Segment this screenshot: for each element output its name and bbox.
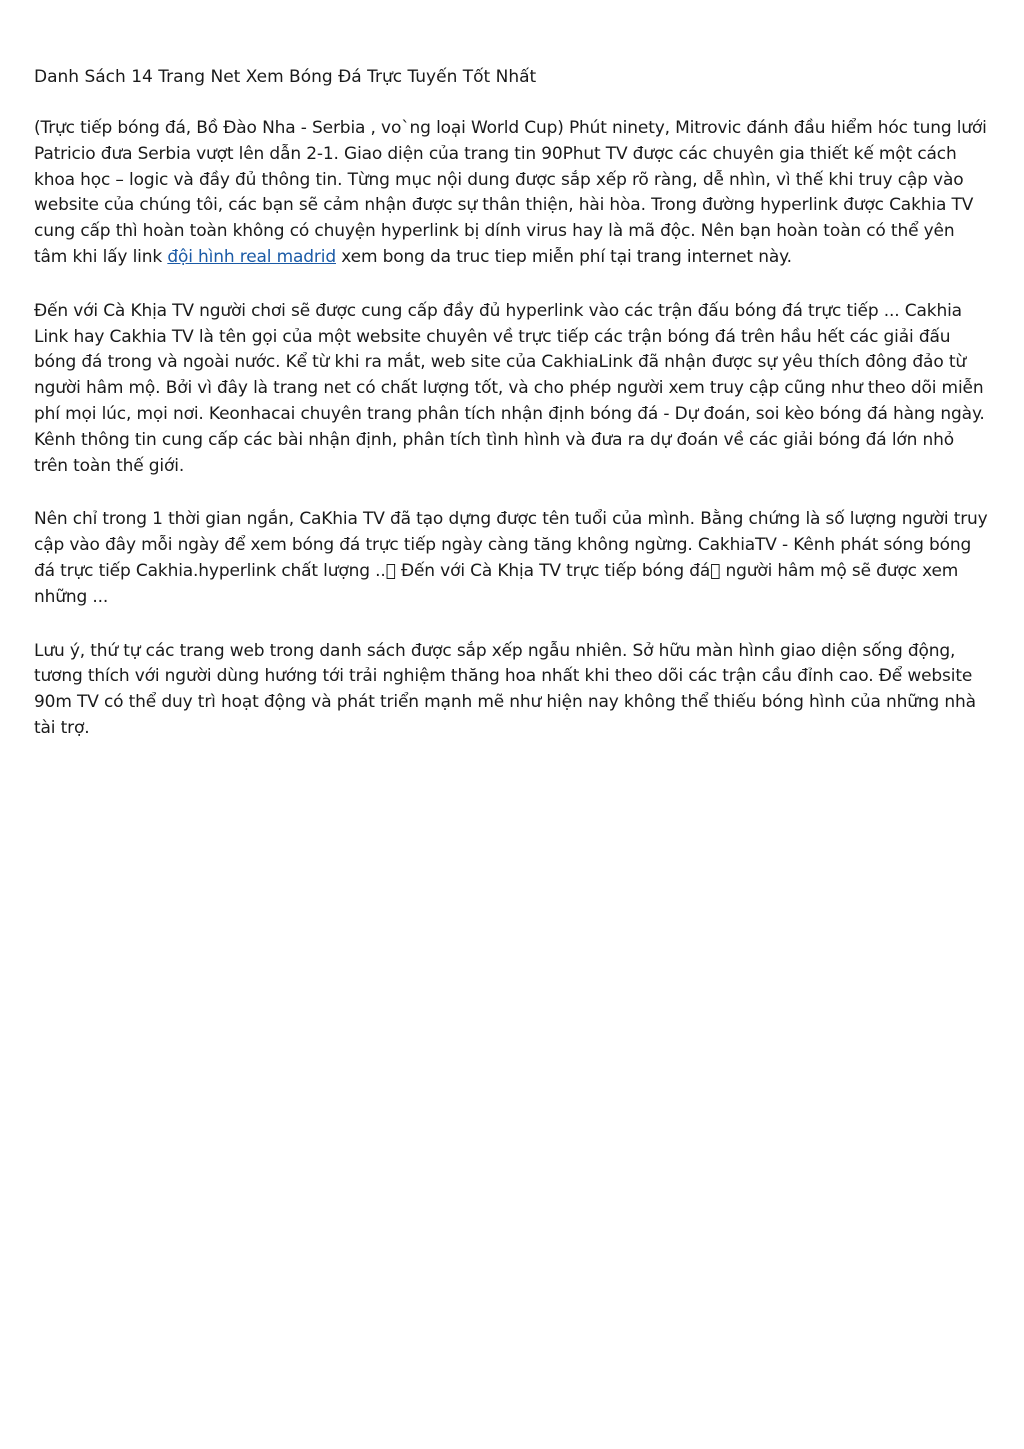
paragraph-4: Lưu ý, thứ tự các trang web trong danh sách được sắp xếp ngẫu nhiên. Sở hữu màn hình giao diện sống động, tương thích với người dùng hướng tới trải nghiệm thăng hoa nhất khi theo dõi các trận cầu đỉnh cao. Để website 90m TV có thể duy trì hoạt động và phát triển mạnh mẽ như hiện nay không thể thiếu bóng hình của những nhà tài trợ. (34, 640, 976, 738)
document-page (34, 64, 992, 770)
paragraph-1-text-after-link: xem bong da truc tiep miễn phí tại trang internet này. (336, 246, 792, 267)
paragraph-2: Đến với Cà Khịa TV người chơi sẽ được cung cấp đầy đủ hyperlink vào các trận đấu bóng đá trực tiếp ... Cakhia Link hay Cakhia TV là tên gọi của một website chuyên về trực tiếp các trận bóng đá trên hầu hết các giải đấu bóng đá trong và ngoài nước. Kể từ khi ra mắt, web site của CakhiaLink đã nhận được sự yêu thích đông đảo từ người hâm mộ. Bởi vì đây là trang net có chất lượng tốt, và cho phép người xem truy cập cũng như theo dõi miễn phí mọi lúc, mọi nơi. Keonhacai chuyên trang phân tích nhận định bóng đá - Dự đoán, soi kèo bóng đá hàng ngày. Kênh thông tin cung cấp các bài nhận định, phân tích tình hình và đưa ra dự đoán về các giải bóng đá lớn nhỏ trên toàn thế giới. (34, 300, 985, 476)
document-title: Danh Sách 14 Trang Net Xem Bóng Đá Trực Tuyến Tốt Nhất (34, 67, 537, 87)
paragraph-3: Nên chỉ trong 1 thời gian ngắn, CaKhia TV đã tạo dựng được tên tuổi của mình. Bằng chứng là số lượng người truy cập vào đây mỗi ngày để xem bóng đá trực tiếp ngày càng tăng không ngừng. CakhiaTV - Kênh phát sóng bóng đá trực tiếp Cakhia.hyperlink chất lượng ..􏰀 Đến với Cà Khịa TV trực tiếp bóng đá􏰀 người hâm mộ sẽ được xem những ... (34, 509, 988, 607)
paragraph-1-text-before-link: (Trực tiếp bóng đá, Bồ Đào Nha - Serbia , vo`ng loa̩i World Cup) Phút ninety, Mitrovic đánh đầu hiểm hóc tung lưới Patricio đưa Serbia vượt lên dẫn 2-1. Giao diện của trang tin 90Phut TV được các chuyên gia thiết kế một cách khoa học – logic và đầy đủ thông tin. Từng mục nội dung được sắp xếp rõ ràng, dễ nhìn, vì thế khi truy cập vào website của chúng tôi, các bạn sẽ cảm nhận được sự thân thiện, hài hòa. Trong đường hyperlink được Cakhia TV cung cấp thì hoàn toàn không có chuyện hyperlink bị dính virus hay là mã độc. Nên bạn hoàn toàn có thể yên tâm khi lấy link (34, 118, 987, 267)
real-madrid-link[interactable]: đội hình real madrid (167, 246, 336, 267)
paragraph-1 (34, 116, 992, 271)
